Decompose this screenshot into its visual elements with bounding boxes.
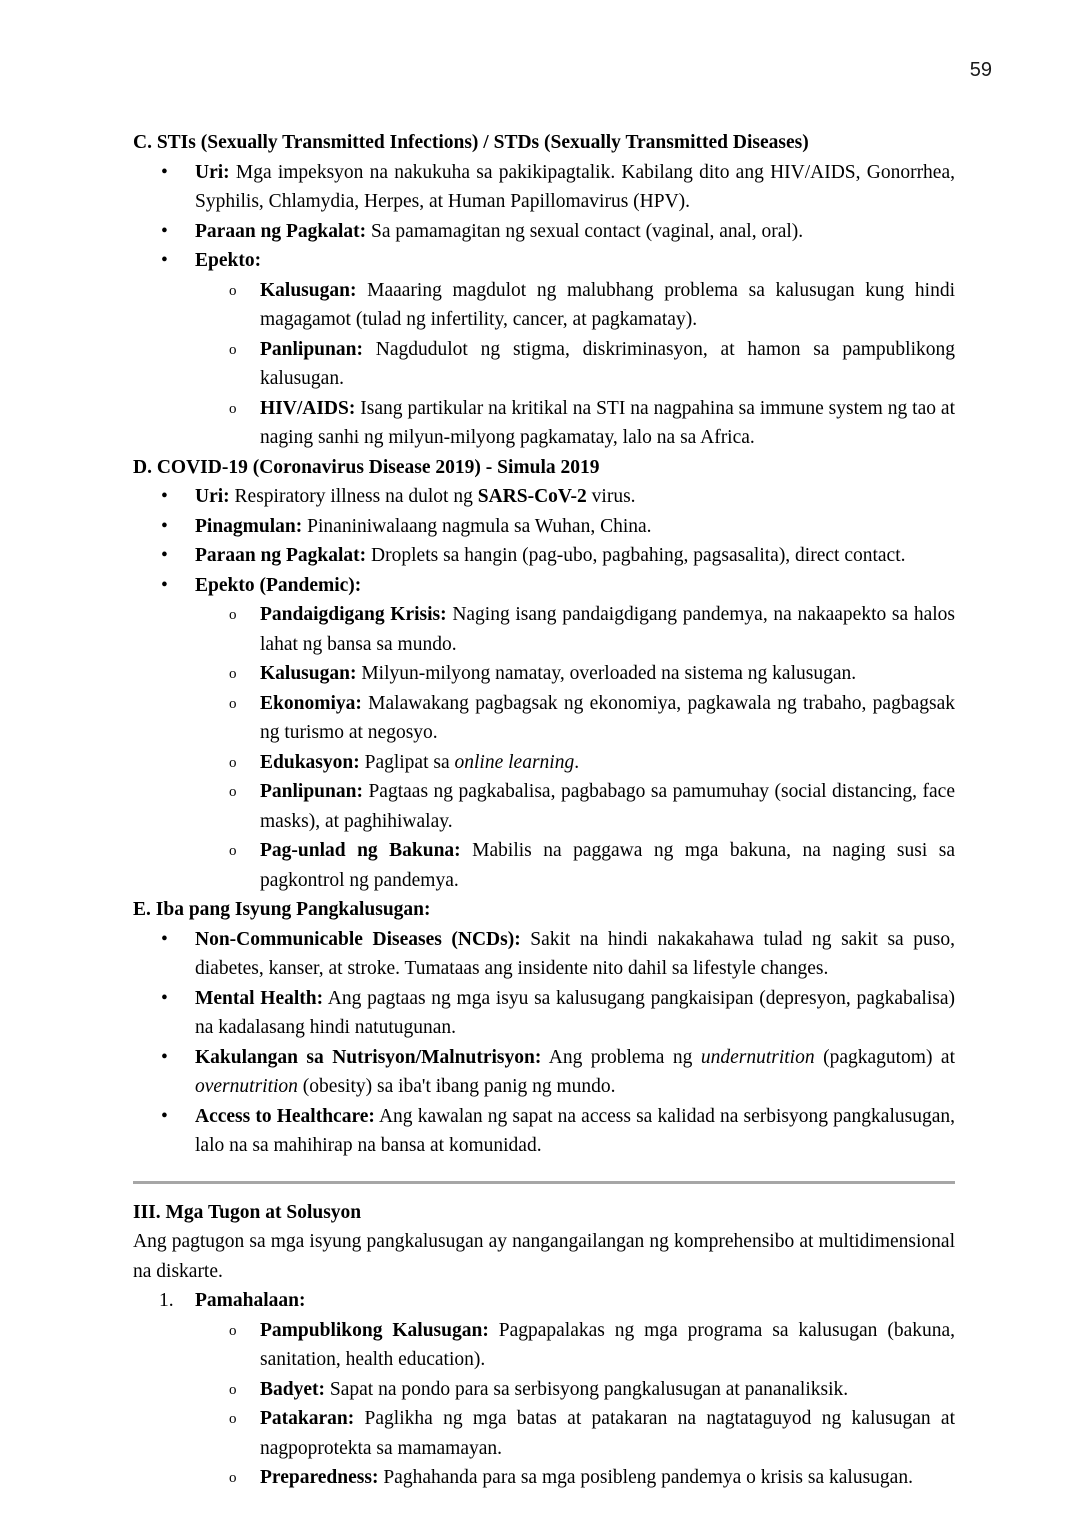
sub-list-item <box>133 659 955 689</box>
list-item <box>133 984 955 1043</box>
bullet-disc-icon: • <box>161 486 168 507</box>
section-heading-sti: C. STIs (Sexually Transmitted Infections) / STDs (Sexually Transmitted Diseases) <box>133 132 809 153</box>
sub-list-item-label: Kalusugan: <box>260 663 357 684</box>
bullet-circle-icon: o <box>229 1470 237 1486</box>
list-item <box>133 1102 955 1161</box>
sub-list-item-label: Patakaran: <box>260 1408 355 1429</box>
list-item-text-tail: virus. <box>586 486 636 507</box>
sub-list-item-text: Isang partikular na kritikal na STI na nagpahina sa immune system ng tao at naging sanhi ng milyun-milyong pagkamatay, lalo na sa Africa. <box>260 397 955 448</box>
list-item <box>133 246 955 276</box>
list-item-text: Ang problema ng <box>541 1046 701 1068</box>
list-item-text: Droplets sa hangin (pag-ubo, pagbahing, pagsasalita), direct contact. <box>366 545 906 566</box>
bullet-circle-icon: o <box>229 1322 237 1339</box>
list-item <box>133 571 955 601</box>
list-item <box>133 512 955 542</box>
list-item <box>133 1043 955 1102</box>
bullet-disc-icon: • <box>161 1046 168 1068</box>
bullet-circle-icon: o <box>229 1411 237 1427</box>
list-item-label: Paraan ng Pagkalat: <box>195 545 367 566</box>
sub-list-item-label: Ekonomiya: <box>260 692 362 714</box>
sub-list-item-italic: online learning <box>454 751 575 773</box>
list-item-text: Pinaniniwalaang nagmula sa Wuhan, China. <box>302 515 652 537</box>
sub-list-item-text: Malawakang pagbagsak ng ekonomiya, pagkawala ng trabaho, pagbagsak ng turismo at negosyo. <box>260 692 955 743</box>
list-item-label: Kakulangan sa Nutrisyon/Malnutrisyon: <box>195 1046 542 1068</box>
list-item-text: Mga impeksyon na nakukuha sa pakikipagtalik. Kabilang dito ang HIV/AIDS, Gonorrhea, Syphilis, Chlamydia, Herpes, at Human Papillomavirus (HPV). <box>195 161 955 212</box>
numbered-list-item <box>133 1286 955 1316</box>
list-item <box>133 925 955 984</box>
sub-list-item-label: Badyet: <box>260 1378 325 1400</box>
sub-list-item-label: Pandaigdigang Krisis: <box>260 604 447 625</box>
bullet-disc-icon: • <box>161 574 168 596</box>
list-item-text: Ang kawalan ng sapat na access sa kalidad na serbisyong pangkalusugan, lalo na sa mahihirap na bansa at komunidad. <box>195 1105 956 1156</box>
sub-list-item-label: Pag-unlad ng Bakuna: <box>260 840 461 861</box>
list-item <box>133 541 955 571</box>
list-item-label: Non-Communicable Diseases (NCDs): <box>195 928 521 950</box>
bullet-disc-icon: • <box>161 545 168 566</box>
list-item-italic-overnutrition: overnutrition <box>195 1076 298 1097</box>
numbered-list-item-label: Pamahalaan: <box>195 1290 306 1311</box>
sub-list-item-label: Kalusugan: <box>260 279 357 301</box>
bullet-disc-icon: • <box>161 250 168 271</box>
list-item-label: Uri: <box>195 161 230 183</box>
sub-list-item-text: Mabilis na paggawa ng mga bakuna, na naging susi sa pagkontrol ng pandemya. <box>260 840 955 891</box>
sub-list-item-text: Naging isang pandaigdigang pandemya, na nakaapekto sa halos lahat ng bansa sa mundo. <box>260 604 955 655</box>
sub-list-item-text: Paglipat sa <box>359 751 455 773</box>
sub-list-item <box>133 1404 955 1463</box>
list-item-label: Mental Health: <box>195 987 324 1009</box>
sub-list-item-label: Panlipunan: <box>260 338 363 360</box>
sub-list-item <box>133 335 955 394</box>
list-item <box>133 482 955 512</box>
list-item-emphasis: SARS-CoV-2 <box>477 486 587 507</box>
sub-list-item-text: Milyun-milyong namatay, overloaded na sistema ng kalusugan. <box>356 663 857 684</box>
section-heading-covid: D. COVID-19 (Coronavirus Disease 2019) - Simula 2019 <box>133 456 600 478</box>
sub-list-item-text: Maaaring magdulot ng malubhang problema sa kalusugan kung hindi magagamot (tulad ng infertility, cancer, at pagkamatay). <box>260 279 955 330</box>
sub-list-item <box>133 836 955 895</box>
list-item-text-tail: (obesity) sa iba't ibang panig ng mundo. <box>297 1076 616 1097</box>
list-item-italic-undernutrition: undernutrition <box>700 1046 815 1068</box>
list-item <box>133 158 955 217</box>
bullet-circle-icon: o <box>229 607 237 623</box>
list-item-text: Sa pamamagitan ng sexual contact (vaginal, anal, oral). <box>366 220 804 242</box>
bullet-circle-icon: o <box>229 843 237 859</box>
list-item-label: Uri: <box>195 486 230 507</box>
list-number: 1. <box>159 1290 174 1311</box>
list-item <box>133 217 955 247</box>
sub-list-item <box>133 1316 955 1375</box>
list-item-label: Epekto (Pandemic): <box>195 574 362 596</box>
section-divider <box>133 1181 955 1184</box>
sub-list-item-text: Pagpapalakas ng mga programa sa kalusugan (bakuna, sanitation, health education). <box>260 1319 956 1370</box>
list-item-text: Sakit na hindi nakakahawa tulad ng sakit sa puso, diabetes, kanser, at stroke. Tumataas ang insidente nito dahil sa lifestyle changes. <box>195 928 955 979</box>
sub-list-item <box>133 1463 955 1493</box>
sub-list-item-text: Paghahanda para sa mga posibleng pandemya o krisis sa kalusugan. <box>378 1467 913 1488</box>
bullet-disc-icon: • <box>161 220 168 242</box>
sub-list-item <box>133 689 955 748</box>
list-item-label: Paraan ng Pagkalat: <box>195 220 367 242</box>
bullet-circle-icon: o <box>229 282 237 299</box>
list-item-text: Ang pagtaas ng mga isyu sa kalusugang pangkaisipan (depresyon, pagkabalisa) na kadalasang hindi natutugunan. <box>195 987 955 1038</box>
bullet-disc-icon: • <box>161 987 168 1009</box>
bullet-circle-icon: o <box>229 341 237 358</box>
sub-list-item-text: Paglikha ng mga batas at patakaran na nagtataguyod ng kalusugan at nagpoprotekta sa mamamayan. <box>260 1408 955 1459</box>
part-intro-paragraph: Ang pagtugon sa mga isyung pangkalusugan ay nangangailangan ng komprehensibo at multidimensional na diskarte. <box>133 1231 955 1282</box>
sub-list-item <box>133 276 955 335</box>
sub-list-item <box>133 777 955 836</box>
sub-list-item <box>133 1375 955 1405</box>
bullet-circle-icon: o <box>229 754 237 771</box>
sub-list-item-label: Panlipunan: <box>260 781 363 802</box>
bullet-circle-icon: o <box>229 695 237 712</box>
bullet-disc-icon: • <box>161 928 168 950</box>
part-heading-mga-tugon: III. Mga Tugon at Solusyon <box>133 1201 362 1223</box>
list-item-text-mid: (pagkagutom) at <box>814 1046 955 1068</box>
bullet-circle-icon: o <box>229 1381 237 1398</box>
bullet-circle-icon: o <box>229 666 237 682</box>
sub-list-item-text: Nagdudulot ng stigma, diskriminasyon, at hamon sa pampublikong kalusugan. <box>260 338 955 389</box>
page-number: 59 <box>969 59 992 81</box>
sub-list-item-label: Pampublikong Kalusugan: <box>260 1319 489 1341</box>
sub-list-item-label: HIV/AIDS: <box>260 397 356 419</box>
bullet-disc-icon: • <box>161 1105 168 1127</box>
sub-list-item <box>133 600 955 659</box>
sub-list-item-label: Preparedness: <box>260 1467 379 1488</box>
sub-list-item-text: Pagtaas ng pagkabalisa, pagbabago sa pamumuhay (social distancing, face masks), at paghihiwalay. <box>260 781 955 832</box>
list-item-label: Access to Healthcare: <box>195 1105 375 1127</box>
sub-list-item-text: Sapat na pondo para sa serbisyong pangkalusugan at pananaliksik. <box>325 1378 849 1400</box>
bullet-disc-icon: • <box>161 515 168 537</box>
bullet-circle-icon: o <box>229 784 237 800</box>
bullet-circle-icon: o <box>229 400 237 417</box>
sub-list-item-label: Edukasyon: <box>260 751 360 773</box>
bullet-disc-icon: • <box>161 161 168 183</box>
list-item-text: Respiratory illness na dulot ng <box>229 486 478 507</box>
sub-list-item-text-tail: . <box>574 751 580 773</box>
document-body <box>133 128 955 1493</box>
section-heading-iba-pang: E. Iba pang Isyung Pangkalusugan: <box>133 899 431 920</box>
sub-list-item <box>133 394 955 453</box>
list-item-label: Pinagmulan: <box>195 515 303 537</box>
sub-list-item <box>133 748 955 778</box>
list-item-label: Epekto: <box>195 250 262 271</box>
